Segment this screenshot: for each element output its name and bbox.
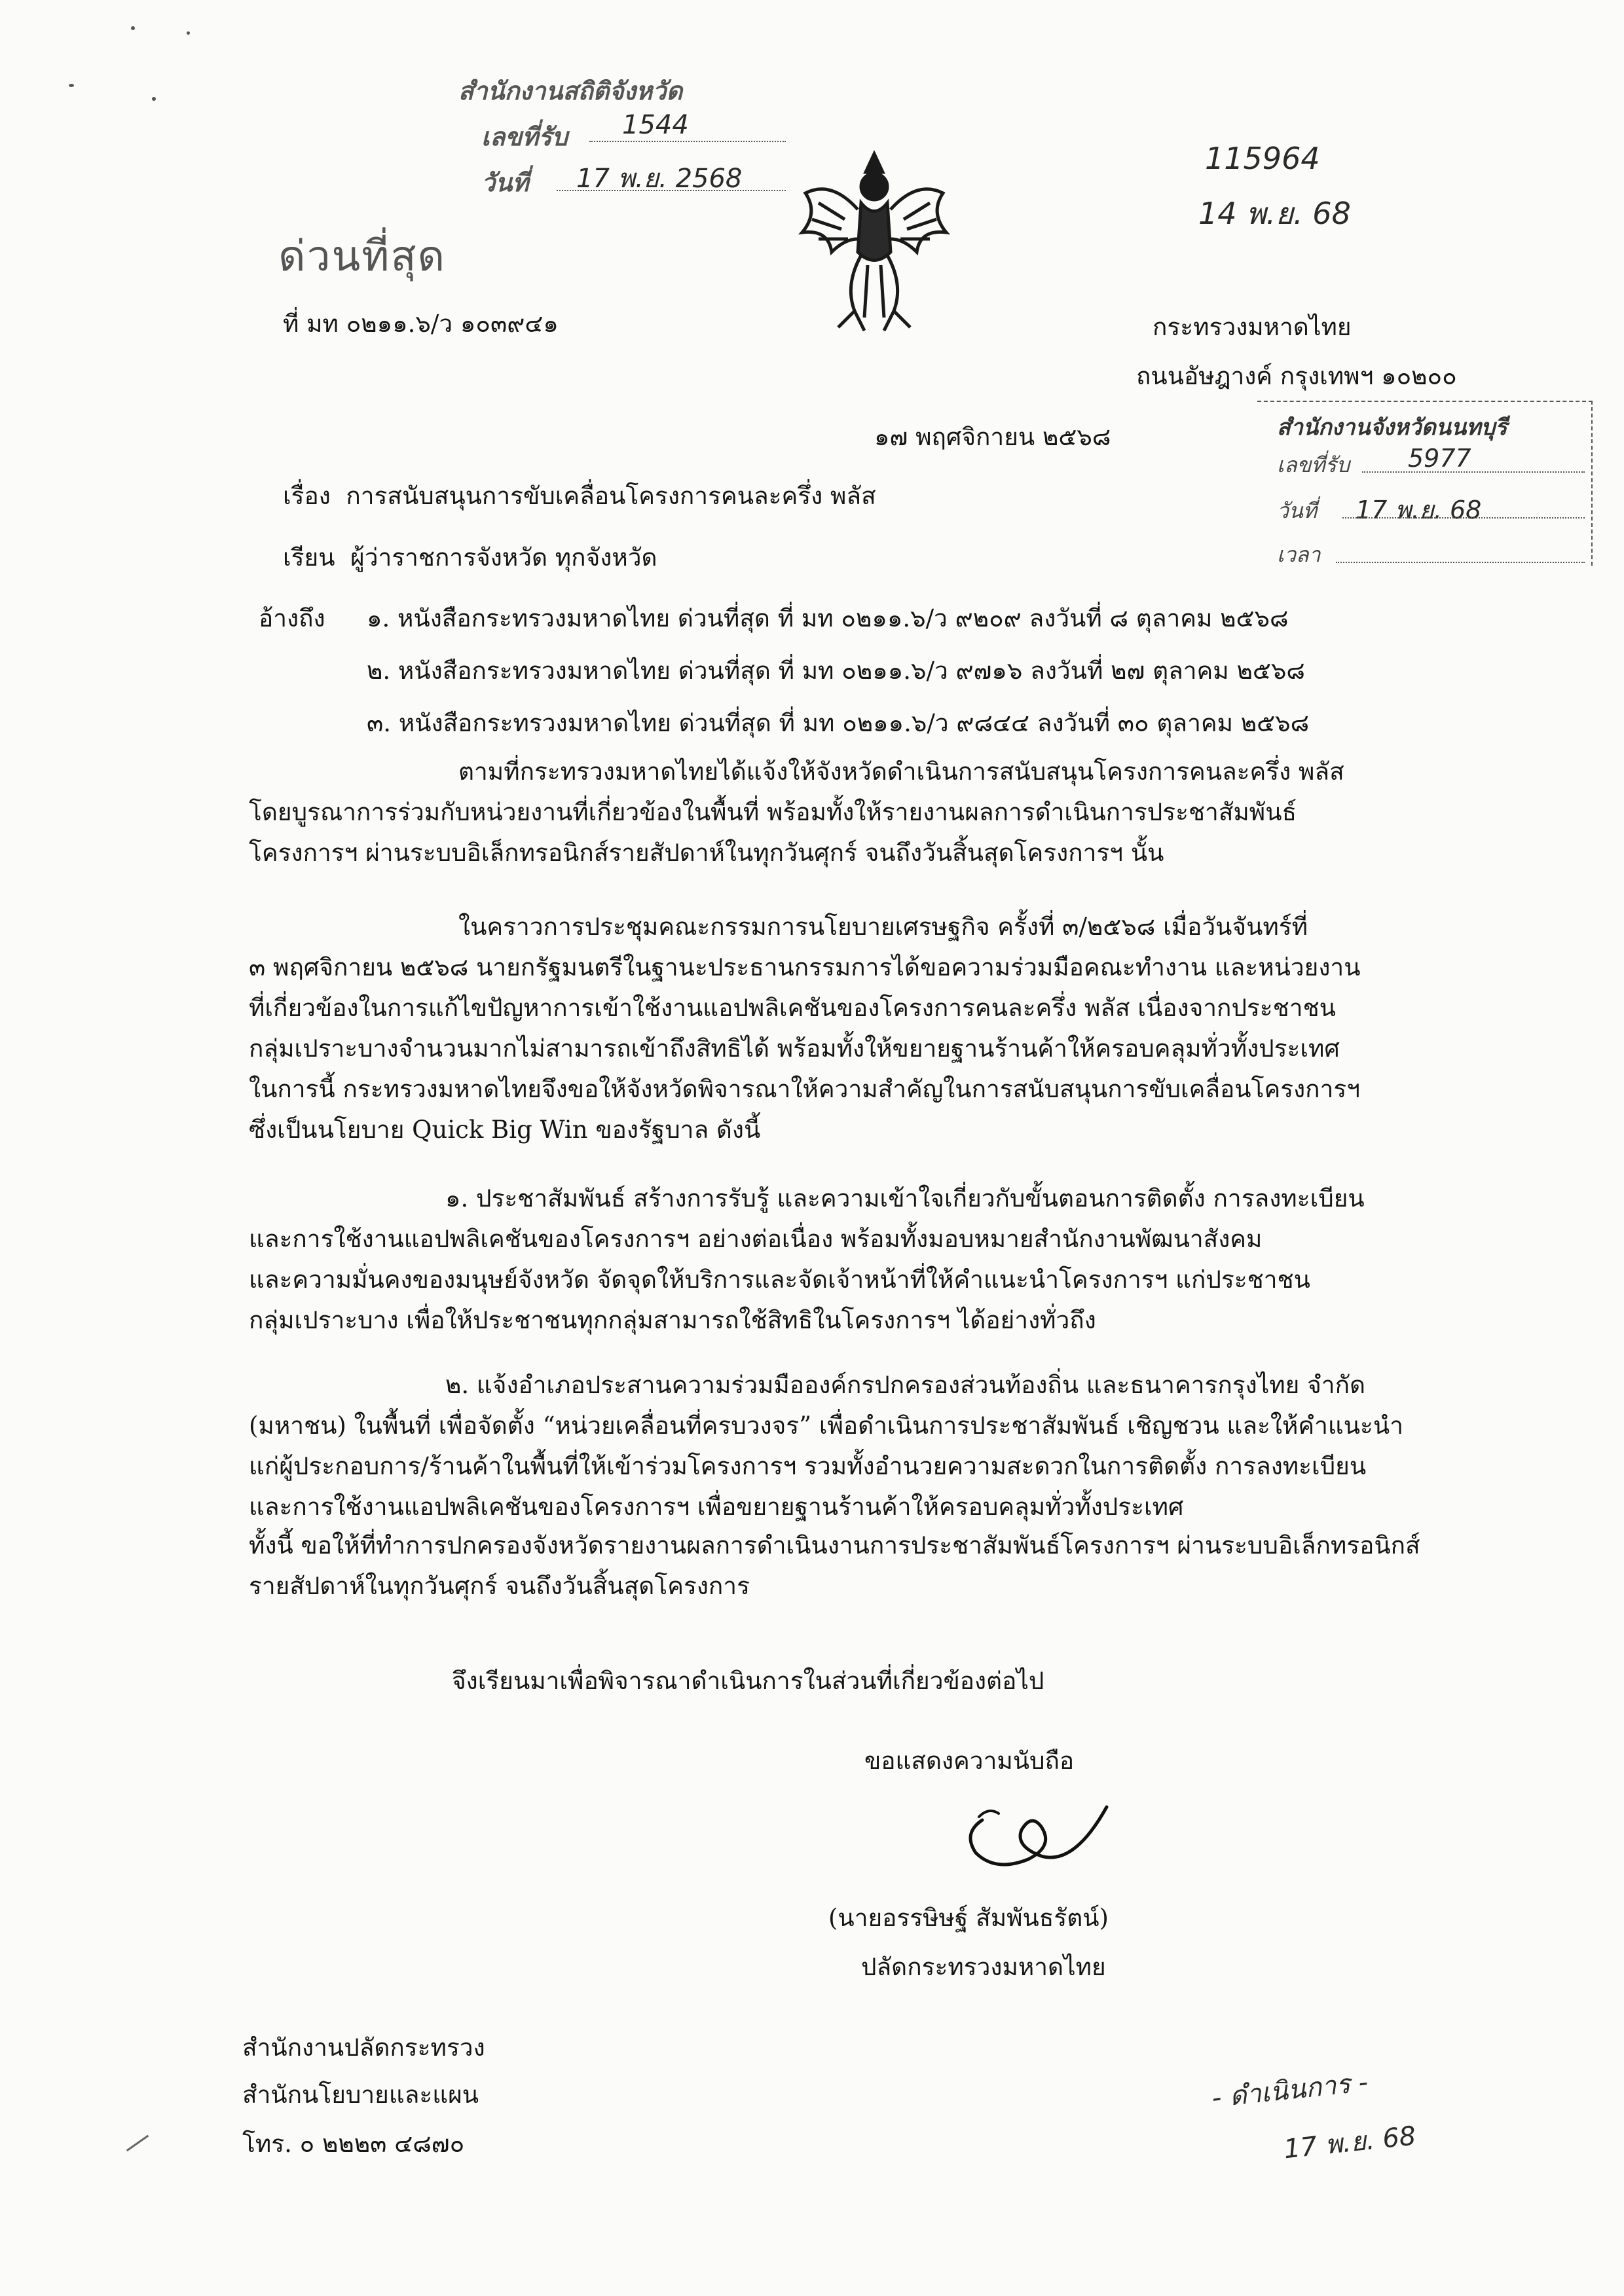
action-item-2 <box>249 1365 1441 1527</box>
action-item-1 <box>249 1178 1441 1341</box>
paragraph-line: ในคราวการประชุมคณะกรรมการนโยบายเศรษฐกิจ ครั้งที่ ๓/๒๕๖๘ เมื่อวันจันทร์ที่ <box>458 913 1308 941</box>
ministry-name: กระทรวงมหาดไทย <box>1153 313 1352 341</box>
document-number: ที่ มท ๐๒๑๑.๖/ว ๑๐๓๙๔๑ <box>283 310 559 338</box>
provincial-stamp-office: สำนักงานจังหวัดนนทบุรี <box>1277 414 1507 441</box>
paragraph-line: และความมั่นคงของมนุษย์จังหวัด จัดจุดให้บริการและจัดเจ้าหน้าที่ให้คำแนะนำโครงการฯ แก่ประชาชน <box>249 1266 1310 1294</box>
signer-name: (นายอรรษิษฐ์ สัมพันธรัตน์) <box>828 1904 1109 1932</box>
reference-item: ๒. หนังสือกระทรวงมหาดไทย ด่วนที่สุด ที่ มท ๐๒๑๑.๖/ว ๙๗๑๖ ลงวันที่ ๒๗ ตุลาคม ๒๕๖๘ <box>367 657 1305 685</box>
garuda-emblem-icon <box>792 141 956 337</box>
paragraph-line: ซึ่งเป็นนโยบาย Quick Big Win ของรัฐบาล ดังนี้ <box>249 1116 761 1144</box>
provincial-stamp-date: 17 พ.ย. 68 <box>1356 496 1482 524</box>
salutation: ขอแสดงความนับถือ <box>864 1747 1075 1775</box>
paragraph-line: ในการนี้ กระทรวงมหาดไทยจึงขอให้จังหวัดพิจารณาให้ความสำคัญในการสนับสนุนการขับเคลื่อนโครงการฯ <box>249 1075 1360 1103</box>
paragraph-line: และการใช้งานแอปพลิเคชันของโครงการฯ อย่างต่อเนื่อง พร้อมทั้งมอบหมายสำนักงานพัฒนาสังคม <box>249 1225 1263 1253</box>
recipient-text: ผู้ว่าราชการจังหวัด ทุกจังหวัด <box>350 543 657 572</box>
paragraph-intro <box>249 752 1441 873</box>
paragraph-line: แก่ผู้ประกอบการ/ร้านค้าในพื้นที่ให้เข้าร่วมโครงการฯ รวมทั้งอำนวยความสะดวกในการติดตั้ง การลงทะเบียน <box>249 1452 1367 1480</box>
stamp-office: สำนักงานสถิติจังหวัด <box>458 77 683 105</box>
letter-date: ๑๗ พฤศจิกายน ๒๕๖๘ <box>874 423 1111 451</box>
handwritten-note: - ดำเนินการ - <box>1210 2067 1370 2114</box>
provincial-stamp-number: 5977 <box>1408 444 1471 473</box>
request-line: จึงเรียนมาเพื่อพิจารณาดำเนินการในส่วนที่เกี่ยวข้องต่อไป <box>452 1667 1044 1695</box>
paragraph-line: กลุ่มเปราะบาง เพื่อให้ประชาชนทุกกลุ่มสามารถใช้สิทธิในโครงการฯ ได้อย่างทั่วถึง <box>249 1306 1096 1334</box>
urgency-label: ด่วนที่สุด <box>278 232 447 281</box>
stamp-dotted-line <box>1336 562 1585 563</box>
provincial-stamp-number-label: เลขที่รับ <box>1277 452 1350 477</box>
paragraph-line: (มหาชน) ในพื้นที่ เพื่อจัดตั้ง “หน่วยเคลื่อนที่ครบวงจร” เพื่อดำเนินการประชาสัมพันธ์ เชิญชวน และให้คำแนะนำ <box>249 1412 1403 1440</box>
paragraph-line: ๒. แจ้งอำเภอประสานความร่วมมือองค์กรปกครองส่วนท้องถิ่น และธนาคารกรุงไทย จำกัด <box>445 1371 1366 1399</box>
stamp-dotted-line <box>1362 471 1585 473</box>
stamp-date: 17 พ.ย. 2568 <box>576 164 743 194</box>
paragraph-line: โดยบูรณาการร่วมกับหน่วยงานที่เกี่ยวข้องในพื้นที่ พร้อมทั้งให้รายงานผลการดำเนินการประชาสัมพันธ์ <box>249 798 1297 826</box>
paragraph-meeting <box>249 907 1441 1150</box>
paragraph-line: ตามที่กระทรวงมหาดไทยได้แจ้งให้จังหวัดดำเนินการสนับสนุนโครงการคนละครึ่ง พลัส <box>458 757 1344 786</box>
reference-item: ๑. หนังสือกระทรวงมหาดไทย ด่วนที่สุด ที่ มท ๐๒๑๑.๖/ว ๙๒๐๙ ลงวันที่ ๘ ตุลาคม ๒๕๖๘ <box>367 604 1289 632</box>
speck <box>131 26 135 30</box>
handwritten-note-date: 17 พ.ย. 68 <box>1282 2121 1418 2165</box>
paragraph-line: ๑. ประชาสัมพันธ์ สร้างการรับรู้ และความเข้าใจเกี่ยวกับขั้นตอนการติดตั้ง การลงทะเบียน <box>445 1184 1365 1212</box>
signer-title: ปลัดกระทรวงมหาดไทย <box>861 1953 1106 1981</box>
paragraph-line: และการใช้งานแอปพลิเคชันของโครงการฯ เพื่อขยายฐานร้านค้าให้ครอบคลุมทั่วทั้งประเทศ <box>249 1493 1184 1521</box>
signature-icon <box>943 1794 1126 1892</box>
subject-line <box>283 477 876 515</box>
reference-item: ๓. หนังสือกระทรวงมหาดไทย ด่วนที่สุด ที่ มท ๐๒๑๑.๖/ว ๙๘๔๔ ลงวันที่ ๓๐ ตุลาคม ๒๕๖๘ <box>367 709 1310 737</box>
provincial-stamp-date-label: วันที่ <box>1277 498 1317 523</box>
paragraph-line: รายสัปดาห์ในทุกวันศุกร์ จนถึงวันสิ้นสุดโครงการ <box>249 1572 750 1600</box>
speck <box>187 31 190 35</box>
footer-phone: โทร. ๐ ๒๒๒๓ ๔๘๗๐ <box>242 2130 465 2158</box>
paragraph-line: กลุ่มเปราะบางจำนวนมากไม่สามารถเข้าถึงสิทธิได้ พร้อมทั้งให้ขยายฐานร้านค้าให้ครอบคลุมทั่วทั้งประเทศ <box>249 1034 1340 1063</box>
stamp-date-label: วันที่ <box>481 168 529 197</box>
recipient-line <box>283 538 657 577</box>
paragraph-line: ๓ พฤศจิกายน ๒๕๖๘ นายกรัฐมนตรีในฐานะประธานกรรมการได้ขอความร่วมมือคณะทำงาน และหน่วยงาน <box>249 953 1361 981</box>
subject-label: เรื่อง <box>283 482 331 510</box>
handwritten-date: 14 พ.ย. 68 <box>1198 196 1351 231</box>
paragraph-line: โครงการฯ ผ่านระบบอิเล็กทรอนิกส์รายสัปดาห์ในทุกวันศุกร์ จนถึงวันสิ้นสุดโครงการฯ นั้น <box>249 839 1164 867</box>
footer-office-line: สำนักงานปลัดกระทรวง <box>242 2033 485 2062</box>
stamp-number-label: เลขที่รับ <box>481 122 568 151</box>
stamp-number: 1544 <box>622 110 689 140</box>
speck <box>69 84 74 87</box>
paragraph-report <box>249 1525 1441 1607</box>
ministry-address: ถนนอัษฎางค์ กรุงเทพฯ ๑๐๒๐๐ <box>1136 362 1457 390</box>
paragraph-line: ทั้งนี้ ขอให้ที่ทำการปกครองจังหวัดรายงานผลการดำเนินงานการประชาสัมพันธ์โครงการฯ ผ่านระบบอิเล็กทรอนิกส์ <box>249 1531 1420 1559</box>
provincial-stamp-time-label: เวลา <box>1277 542 1321 567</box>
speck <box>152 97 156 101</box>
handwritten-number: 115964 <box>1205 141 1320 176</box>
footer-office-line: สำนักนโยบายและแผน <box>242 2081 479 2109</box>
speck <box>126 2135 149 2151</box>
paragraph-line: ที่เกี่ยวข้องในการแก้ไขปัญหาการเข้าใช้งานแอปพลิเคชันของโครงการคนละครึ่ง พลัส เนื่องจากประชาชน <box>249 994 1336 1022</box>
stamp-dotted-line <box>1342 517 1585 519</box>
stamp-dotted-line <box>589 141 786 142</box>
references-label: อ้างถึง <box>259 604 325 632</box>
recipient-label: เรียน <box>283 543 335 572</box>
subject-text: การสนับสนุนการขับเคลื่อนโครงการคนละครึ่ง พลัส <box>346 482 876 510</box>
